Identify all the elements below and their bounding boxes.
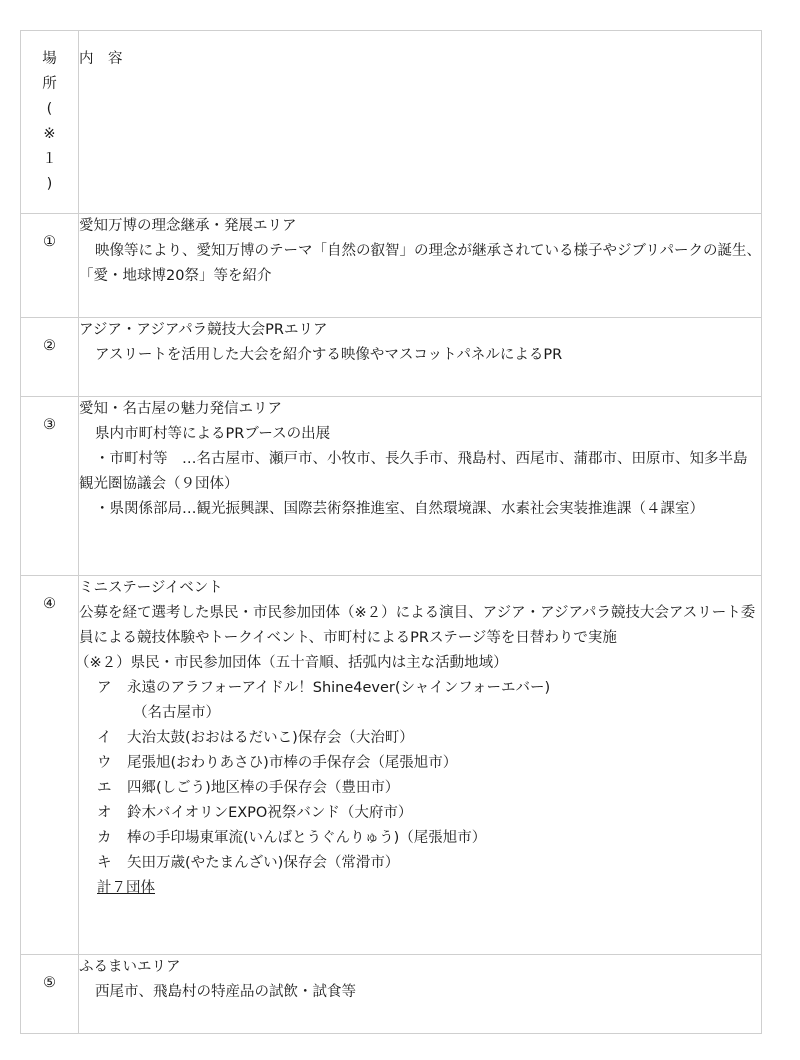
group-total (79, 876, 761, 901)
area-title: ふるまいエリア (79, 959, 181, 975)
group-item (79, 776, 761, 801)
group-item (79, 676, 761, 701)
group-total-text: 計７団体 (97, 880, 155, 896)
place-mark: ⑤ (43, 975, 56, 991)
area-description: 公募を経て選考した県民・市民参加団体（※２）による演目、アジア・アジアパラ競技大会アスリート委員による競技体験やトークイベント、市町村によるPRステージ等を日替わりで実施 (79, 605, 756, 646)
content-table (20, 30, 762, 1034)
group-name: 永遠のアラフォーアイドル！Shine4ever(シャインフォーエバー) (127, 680, 551, 696)
table-row (21, 955, 762, 1034)
content-header-cell (79, 31, 762, 214)
place-char: ) (46, 176, 53, 192)
table-row (21, 214, 762, 318)
group-item (79, 801, 761, 826)
group-name: 四郷(しごう)地区棒の手保存会（豊田市） (127, 780, 400, 796)
table-row (21, 576, 762, 955)
note-title: （※２）県民・市民参加団体（五十音順、括弧内は主な活動地域） (75, 655, 508, 671)
group-name: 大治太鼓(おおはるだいこ)保存会（大治町） (127, 730, 414, 746)
content-cell (79, 318, 762, 397)
area-description: 西尾市、飛島村の特産品の試飲・試食等 (95, 984, 356, 1000)
place-char: ( (46, 101, 53, 117)
place-char: ※ (43, 126, 56, 142)
place-char: １ (42, 151, 57, 167)
group-key: オ (97, 805, 112, 821)
area-title: ミニステージイベント (79, 580, 223, 596)
content-header-label: 内 容 (79, 51, 123, 67)
area-description: アスリートを活用した大会を紹介する映像やマスコットパネルによるPR (95, 347, 563, 363)
place-mark: ④ (43, 596, 56, 612)
group-item (79, 726, 761, 751)
place-cell (21, 955, 79, 1034)
place-mark: ② (43, 338, 56, 354)
bullet-item: ・市町村等 …名古屋市、瀬戸市、小牧市、長久手市、飛島村、西尾市、蒲郡市、田原市、知多半島観光圏協議会（９団体） (79, 451, 748, 492)
group-key: ウ (97, 755, 112, 771)
area-title: アジア・アジアパラ競技大会PRエリア (79, 322, 328, 338)
content-cell (75, 576, 762, 955)
place-cell (21, 318, 79, 397)
place-header-cell (21, 31, 79, 214)
area-title: 愛知万博の理念継承・発展エリア (79, 218, 297, 234)
group-name: 鈴木バイオリンEXPO祝祭バンド（大府市） (127, 805, 413, 821)
group-key: カ (97, 830, 112, 846)
bullet-item: ・県関係部局…観光振興課、国際芸術祭推進室、自然環境課、水素社会実装推進課（４課室） (95, 501, 704, 517)
content-cell (79, 397, 762, 576)
group-item (79, 826, 761, 851)
header-row (21, 31, 762, 214)
group-region: （名古屋市） (133, 705, 220, 721)
content-cell (79, 214, 762, 318)
group-item (79, 851, 761, 876)
group-key: キ (97, 855, 112, 871)
place-cell (21, 397, 79, 576)
group-name: 矢田万歳(やたまんざい)保存会（常滑市） (127, 855, 400, 871)
area-description: 県内市町村等によるPRブースの出展 (95, 426, 331, 442)
group-name: 棒の手印場東軍流(いんばとうぐんりゅう)（尾張旭市） (127, 830, 487, 846)
place-char: 場 (42, 51, 57, 67)
area-title: 愛知・名古屋の魅力発信エリア (79, 401, 282, 417)
place-cell (21, 214, 79, 318)
group-key: エ (97, 780, 112, 796)
place-char: 所 (42, 76, 57, 92)
place-mark: ③ (43, 417, 56, 433)
place-mark: ① (43, 234, 56, 250)
area-description: 映像等により、愛知万博のテーマ「自然の叡智」の理念が継承されている様子やジブリパークの誕生、「愛・地球博20祭」等を紹介 (79, 243, 761, 284)
group-name: 尾張旭(おわりあさひ)市棒の手保存会（尾張旭市） (127, 755, 458, 771)
group-key: ア (97, 680, 112, 696)
table-row (21, 397, 762, 576)
group-item (79, 751, 761, 776)
place-cell (21, 576, 79, 955)
place-header-label (21, 31, 78, 213)
content-cell (79, 955, 762, 1034)
group-key: イ (97, 730, 112, 746)
table-row (21, 318, 762, 397)
